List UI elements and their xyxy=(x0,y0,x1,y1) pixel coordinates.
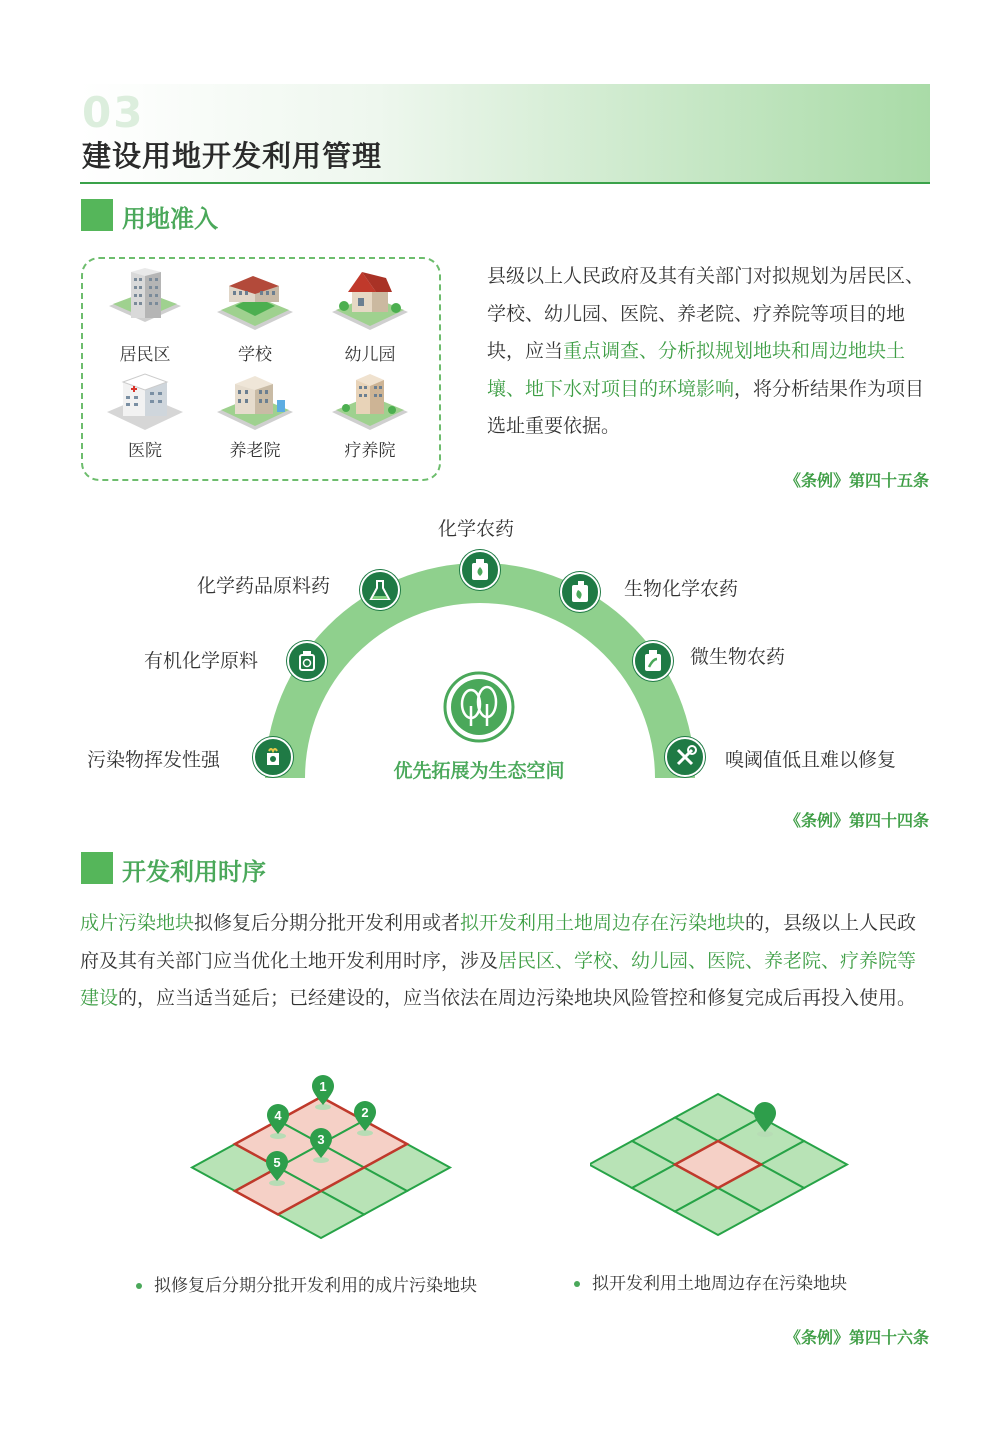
section-marker xyxy=(81,199,113,231)
arc-label-microbial-pesticide: 微生物农药 xyxy=(690,646,786,668)
paragraph-text: 拟修复后分期分批开发利用或者 xyxy=(194,912,461,934)
marker-label: 4 xyxy=(274,1108,282,1123)
location-pin-icon xyxy=(752,1102,778,1142)
location-pin-icon xyxy=(265,1104,291,1144)
development-sequence-paragraph xyxy=(80,905,932,1018)
residential-building-icon xyxy=(105,266,185,338)
location-pin-icon xyxy=(352,1101,378,1141)
surrounding-polluted-grid xyxy=(590,1090,852,1240)
facility-label: 医院 xyxy=(128,441,162,461)
location-pin-icon xyxy=(310,1075,336,1115)
facility-sanatorium xyxy=(315,370,425,461)
section-title-development-sequence: 开发利用时序 xyxy=(122,857,266,886)
location-pin-icon xyxy=(308,1128,334,1168)
marker-label: 5 xyxy=(273,1155,281,1170)
facility-label: 居民区 xyxy=(119,345,171,365)
chapter-title: 建设用地开发利用管理 xyxy=(82,139,383,173)
marker-label: 1 xyxy=(319,1079,327,1094)
school-icon xyxy=(215,266,295,338)
arc-label-biochem-pesticide: 生物化学农药 xyxy=(624,578,739,600)
arc-label-volatile: 污染物挥发性强 xyxy=(87,749,221,771)
paragraph-highlight: 成片污染地块 xyxy=(80,912,195,934)
facility-nursing-home xyxy=(200,370,310,461)
caption-surrounding-polluted xyxy=(574,1269,847,1294)
hospital-icon xyxy=(105,370,185,434)
citation-article-44: 《条例》第四十四条 xyxy=(784,811,929,830)
arc-label-pharma-raw: 化学药品原料药 xyxy=(197,575,331,597)
chemical-bottle-icon xyxy=(287,641,327,681)
paragraph-highlight: 居民区、学校、幼儿园、医院、养老院、疗养院等建设 xyxy=(80,949,917,1009)
arc-label-organic-chemicals: 有机化学原料 xyxy=(144,650,259,672)
facility-school xyxy=(200,266,310,365)
arc-label-low-odor-threshold: 嗅阈值低且难以修复 xyxy=(725,749,897,771)
arc-label-chem-pesticide: 化学农药 xyxy=(438,518,515,540)
bio-pesticide-icon xyxy=(560,572,600,612)
repair-tools-icon xyxy=(665,737,705,777)
flask-icon xyxy=(360,570,400,610)
caption-text: 拟开发利用土地周边存在污染地块 xyxy=(592,1274,847,1294)
bullet-dot xyxy=(136,1283,142,1289)
kindergarten-icon xyxy=(330,266,410,338)
arc-center-label: 优先拓展为生态空间 xyxy=(393,760,565,782)
trees-icon xyxy=(442,670,516,744)
paragraph-text: ，将分析结果作为项目选址重要依据。 xyxy=(487,377,925,437)
marker-label: 3 xyxy=(317,1132,325,1147)
paragraph-text: 县级以上人民政府及其有关部门对拟规划为居民区、学校、幼儿园、医院、养老院、疗养院等项目的地块，应当 xyxy=(487,265,925,362)
location-pin-icon xyxy=(264,1151,290,1191)
citation-article-46: 《条例》第四十六条 xyxy=(784,1328,929,1347)
paragraph-text: 的，应当适当延后；已经建设的，应当依法在周边污染地块风险管控和修复完成后再投入使用。 xyxy=(118,987,917,1009)
caption-phased-polluted xyxy=(136,1271,477,1296)
sanatorium-icon xyxy=(330,370,410,434)
pesticide-jug-icon xyxy=(460,550,500,590)
paragraph-highlight: 拟开发利用土地周边存在污染地块 xyxy=(460,912,746,934)
citation-article-45: 《条例》第四十五条 xyxy=(784,471,929,490)
bullet-dot xyxy=(574,1281,580,1287)
microbe-pesticide-icon xyxy=(633,641,673,681)
section-marker xyxy=(81,852,113,884)
caption-text: 拟修复后分期分批开发利用的成片污染地块 xyxy=(154,1276,477,1296)
paragraph-text: 的，县级以上人民政府及其有关部门应当优化土地开发利用时序，涉及 xyxy=(80,912,917,972)
facility-label: 幼儿园 xyxy=(344,345,396,365)
facility-hospital xyxy=(90,370,200,461)
facility-kindergarten xyxy=(315,266,425,365)
facility-label: 养老院 xyxy=(229,441,281,461)
chapter-number: 03 xyxy=(82,88,145,137)
facility-label: 疗养院 xyxy=(344,441,396,461)
marker-label: 2 xyxy=(361,1105,369,1120)
nursing-home-icon xyxy=(215,370,295,434)
paragraph-highlight: 重点调查、分析拟规划地块和周边地块土壤、地下水对项目的环境影响 xyxy=(487,340,906,400)
facility-residential xyxy=(90,266,200,365)
land-access-paragraph xyxy=(487,258,932,446)
facility-label: 学校 xyxy=(238,345,272,365)
section-title-land-access: 用地准入 xyxy=(122,204,218,233)
volatile-icon xyxy=(253,737,293,777)
